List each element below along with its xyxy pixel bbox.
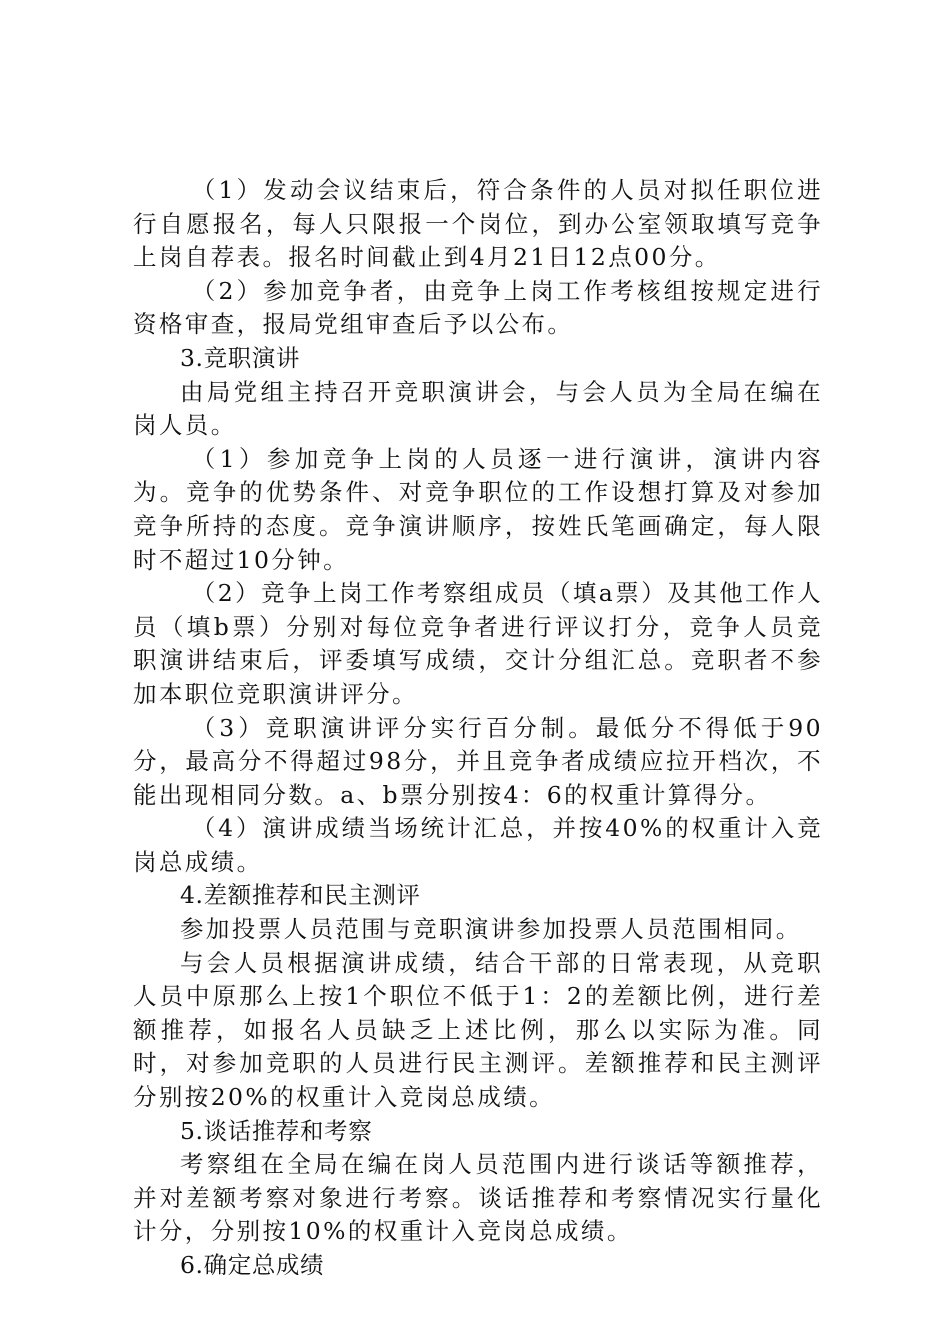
paragraph-registration: （1）发动会议结束后，符合条件的人员对拟任职位进行自愿报名，每人只限报一个岗位，到办公室领取填写竞争上岗自荐表。报名时间截止到4月21日12点00分。 [133,176,823,272]
paragraph-voter-scope: 参加投票人员范围与竞职演讲参加投票人员范围相同。 [180,915,802,944]
paragraph-interview-inspection: 考察组在全局在编在岗人员范围内进行谈话等额推荐，并对差额考察对象进行考察。谈话推荐和考察情况实行量化计分，分别按10%的权重计入竞岗总成绩。 [133,1150,823,1246]
document-body [133,174,823,1283]
paragraph-speech-scoring: （2）竞争上岗工作考察组成员（填a票）及其他工作人员（填b票）分别对每位竞争者进行评议打分，竞争人员竞职演讲结束后，评委填写成绩，交计分组汇总。竞职者不参加本职位竞职演讲评分。 [133,579,823,708]
paragraph-score-weight: （4）演讲成绩当场统计汇总，并按40%的权重计入竞岗总成绩。 [133,814,823,876]
paragraph-differential-recommendation: 与会人员根据演讲成绩，结合干部的日常表现，从竞职人员中原那么上按1个职位不低于1：2的差额比例，进行差额推荐，如报名人员缺乏上述比例，那么以实际为准。同时，对参加竞职的人员进行民主测评。差额推荐和民主测评分别按20%的权重计入竞岗总成绩。 [133,948,823,1112]
section-heading-interview: 5.谈话推荐和考察 [180,1116,373,1145]
section-heading-speech: 3.竞职演讲 [180,343,301,372]
paragraph-speech-intro: 由局党组主持召开竞职演讲会，与会人员为全局在编在岗人员。 [133,377,823,440]
section-heading-total-score: 6.确定总成绩 [180,1251,325,1279]
paragraph-speech-content: （1）参加竞争上岗的人员逐一进行演讲，演讲内容为。竞争的优势条件、对竞争职位的工作设想打算及对参加竞争所持的态度。竞争演讲顺序，按姓氏笔画确定，每人限时不超过10分钟。 [133,444,823,574]
paragraph-qualification-review: （2）参加竞争者，由竞争上岗工作考核组按规定进行资格审查，报局党组审查后予以公布。 [133,276,823,339]
section-heading-recommendation: 4.差额推荐和民主测评 [180,881,421,910]
paragraph-score-range: （3）竞职演讲评分实行百分制。最低分不得低于90分，最高分不得超过98分，并且竞争者成绩应拉开档次，不能出现相同分数。a、b票分别按4：6的权重计算得分。 [133,713,823,809]
